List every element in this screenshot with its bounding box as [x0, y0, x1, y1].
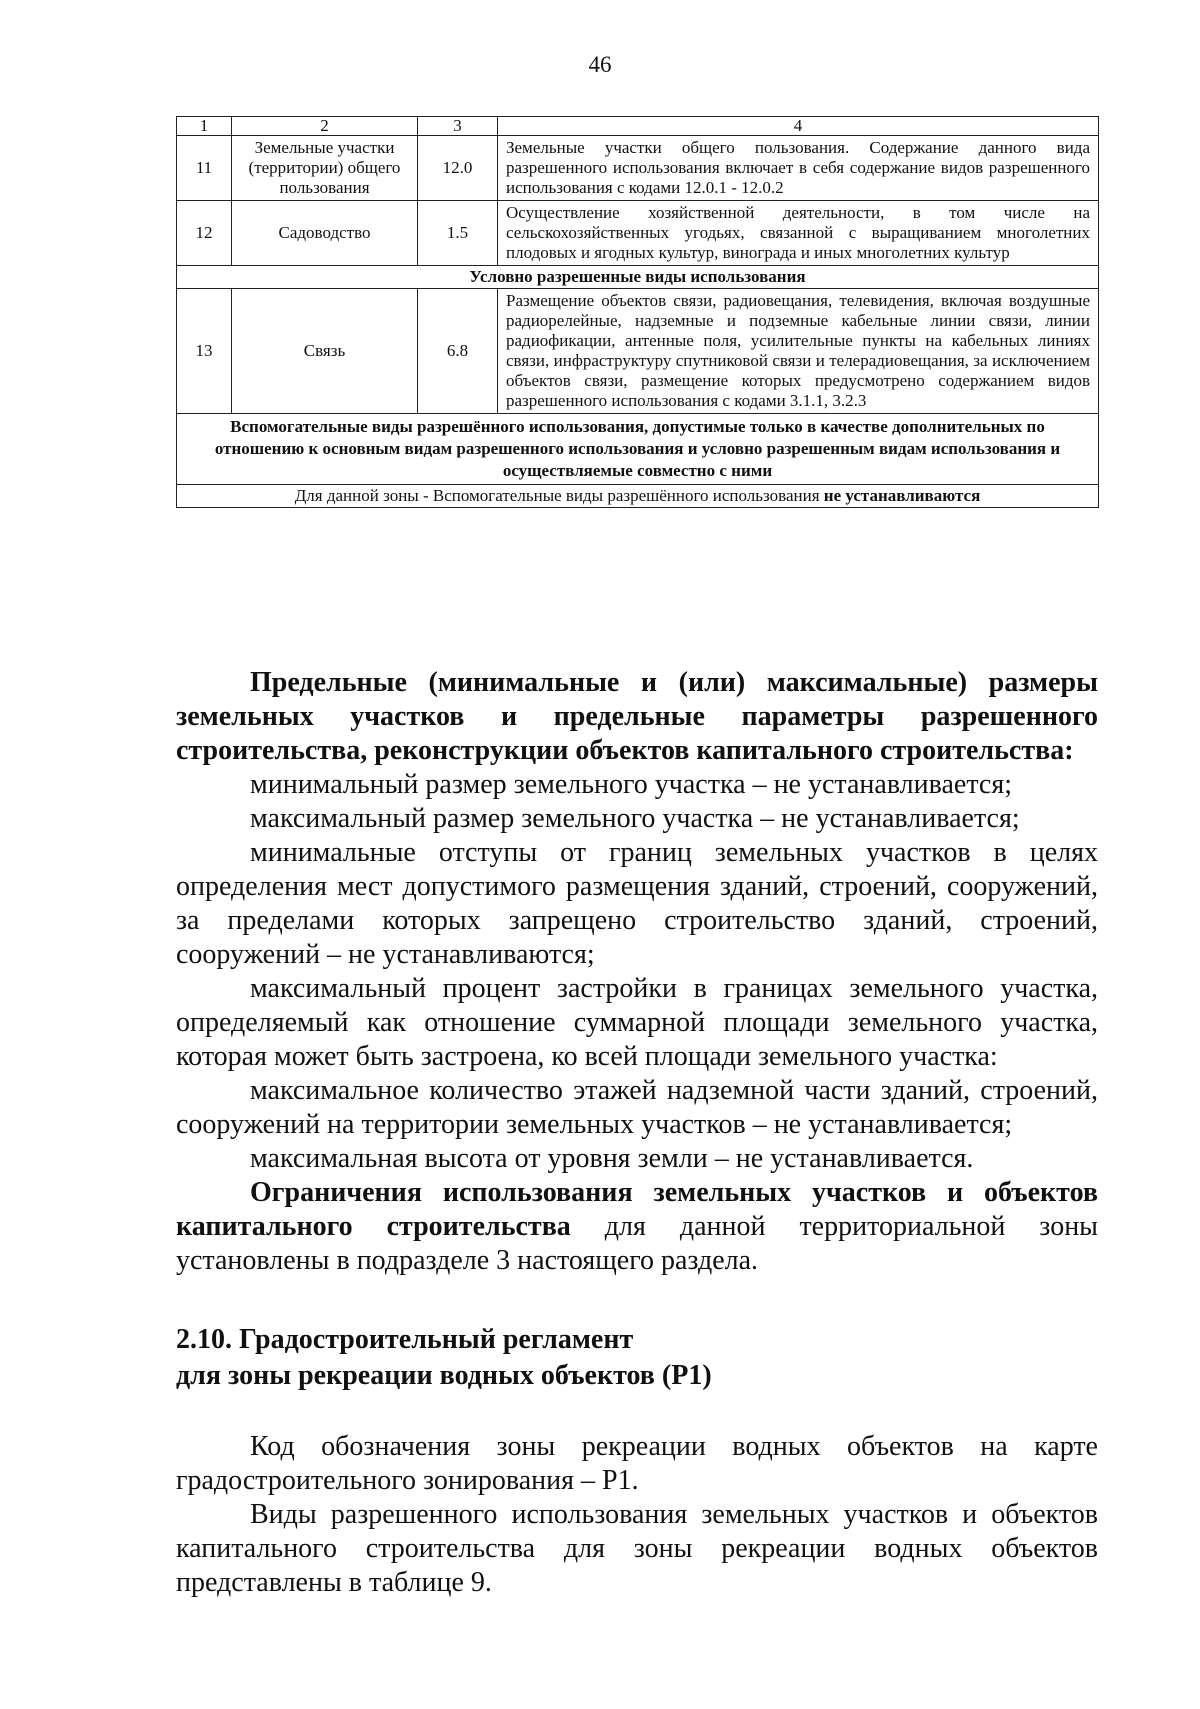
table-row	[177, 136, 1099, 201]
zone-note-bold: не устанавливаются	[823, 486, 981, 505]
paragraph-setbacks: минимальные отступы от границ земельных участков в целях определения мест допустимого размещения зданий, строений, сооружений, за пределами которых запрещено строительство зданий, строений, сооружений – не устанавливаются;	[176, 837, 1098, 970]
table-row	[177, 289, 1099, 414]
page-number: 46	[588, 52, 612, 77]
row-number: 13	[177, 289, 232, 414]
zone-note-row	[177, 485, 1099, 508]
use-name: Садоводство	[232, 201, 418, 266]
use-name: Связь	[232, 289, 418, 414]
header-cell: 1	[177, 117, 232, 136]
spacer	[176, 1394, 1098, 1430]
use-description: Осуществление хозяйственной деятельности, в том числе на сельскохозяйственных угодьях, связанной с выращиванием многолетних плодовых и ягодных культур, винограда и иных многолетних культур	[498, 201, 1099, 266]
paragraph-floors: максимальное количество этажей надземной части зданий, строений, сооружений на территории земельных участков – не устанавливается;	[176, 1075, 1098, 1140]
use-code: 12.0	[418, 136, 498, 201]
restrictions-rest: для данной территориальной зоны установлены в подразделе 3 настоящего раздела.	[176, 1211, 1098, 1276]
table-header-row	[177, 117, 1099, 136]
zone-note-prefix: Для данной зоны - Вспомогательные виды разрешённого использования	[294, 486, 824, 505]
use-description: Земельные участки общего пользования. Содержание данного вида разрешенного использования включает в себя содержание видов разрешенного использования с кодами 12.0.1 - 12.0.2	[498, 136, 1099, 201]
section-title-line1: 2.10. Градостроительный регламент	[176, 1324, 634, 1355]
section-conditional-title: Условно разрешенные виды использования	[177, 266, 1099, 289]
paragraph-restrictions	[176, 1176, 1098, 1278]
paragraph-zone-code: Код обозначения зоны рекреации водных объектов на карте градостроительного зонирования – Р1.	[176, 1431, 1098, 1496]
row-number: 11	[177, 136, 232, 201]
header-cell: 2	[232, 117, 418, 136]
paragraph-build-percent: максимальный процент застройки в границах земельного участка, определяемый как отношение суммарной площади земельного участка, которая может быть застроена, ко всей площади земельного участка:	[176, 973, 1098, 1072]
header-cell: 4	[498, 117, 1099, 136]
section-title	[176, 1322, 1098, 1394]
body-text	[176, 666, 1098, 1600]
row-number: 12	[177, 201, 232, 266]
paragraph-max-size: максимальный размер земельного участка – не устанавливается;	[250, 803, 1020, 834]
paragraph-min-size: минимальный размер земельного участка – не устанавливается;	[250, 769, 1013, 800]
paragraph-height: максимальная высота от уровня земли – не устанавливается.	[250, 1143, 974, 1174]
zone-note	[177, 485, 1099, 508]
use-code: 1.5	[418, 201, 498, 266]
table-row	[177, 201, 1099, 266]
use-code: 6.8	[418, 289, 498, 414]
paragraph-table-reference: Виды разрешенного использования земельных участков и объектов капитального строительства для зоны рекреации водных объектов представлены в таблице 9.	[176, 1499, 1098, 1598]
section-row	[177, 266, 1099, 289]
use-name: Земельные участки (территории) общего пользования	[232, 136, 418, 201]
section-auxiliary-title: Вспомогательные виды разрешённого использования, допустимые только в качестве дополнительных по отношению к основным видам разрешенного использования и условно разрешенным видам использования и осуществляемые совместно с ними	[177, 414, 1099, 485]
permitted-use-table	[176, 116, 1099, 508]
restrictions-bold: Ограничения использования земельных участков и объектов капитального строительства	[176, 1177, 1098, 1242]
section-row	[177, 414, 1099, 485]
limits-heading: Предельные (минимальные и (или) максимальные) размеры земельных участков и предельные параметры разрешенного строительства, реконструкции объектов капитального строительства:	[176, 667, 1098, 766]
header-cell: 3	[418, 117, 498, 136]
section-title-line2: для зоны рекреации водных объектов (Р1)	[176, 1360, 712, 1391]
use-description: Размещение объектов связи, радиовещания, телевидения, включая воздушные радиорелейные, надземные и подземные кабельные линии связи, линии радиофикации, антенные поля, усилительные пункты на кабельных линиях связи, инфраструктуру спутниковой связи и телерадиовещания, за исключением объектов связи, размещение которых предусмотрено содержанием видов разрешенного использования с кодами 3.1.1, 3.2.3	[498, 289, 1099, 414]
